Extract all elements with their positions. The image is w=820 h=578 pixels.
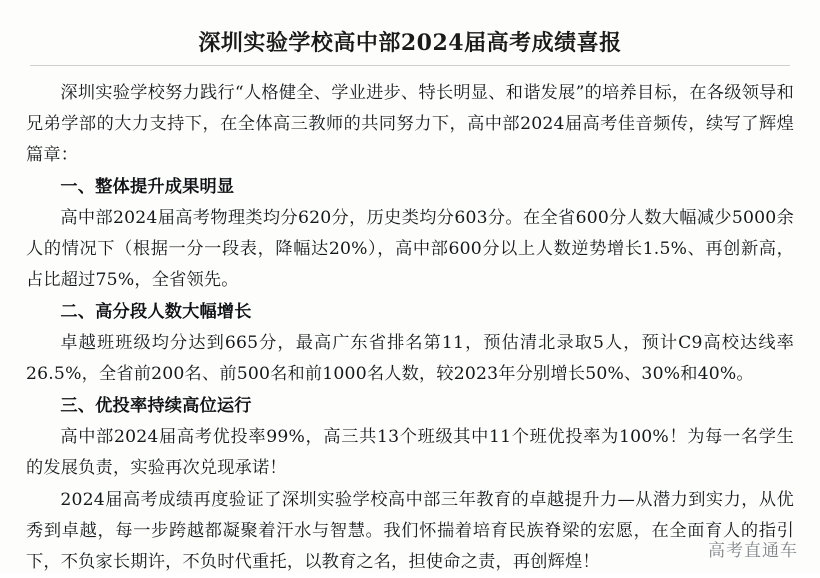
closing-paragraph: 2024届高考成绩再度验证了深圳实验学校高中部三年教育的卓越提升力—从潜力到实力，从优秀到卓越，每一步跨越都凝聚着汗水与智慧。我们怀揣着培育民族脊梁的宏愿，在全面育人的指引下，不负家长期许，不负时代重托，以教育之名，担使命之责，再创辉煌！	[26, 490, 794, 572]
section-heading-1: 一、整体提升成果明显	[60, 177, 235, 197]
intro-paragraph: 深圳实验学校努力践行“人格健全、学业进步、特长明显、和谐发展”的培养目标，在各级领导和兄弟学部的大力支持下，在全体高三教师的共同努力下，高中部2024届高考佳音频传，续写了辉煌篇章：	[26, 83, 794, 165]
title-divider	[30, 65, 790, 66]
page-title: 深圳实验学校高中部2024届高考成绩喜报	[198, 30, 622, 56]
section-body-3: 高中部2024届高考优投率99%，高三共13个班级其中11个班优投率为100%！为每一名学生的发展负责，实验再次兑现承诺！	[26, 427, 794, 478]
section-body-1: 高中部2024届高考物理类均分620分，历史类均分603分。在全省600分人数大幅减少5000余人的情况下（根据一分一段表，降幅达20%），高中部600分以上人数逆势增长1.5%、再创新高，占比超过75%，全省领先。	[26, 208, 794, 290]
document-body	[26, 78, 794, 578]
section-heading-3: 三、优投率持续高位运行	[60, 396, 252, 416]
section-heading-2: 二、高分段人数大幅增长	[60, 302, 252, 322]
watermark-label: 高考直通车	[708, 541, 798, 561]
section-body-2: 卓越班班级均分达到665分，最高广东省排名第11，预估清北录取5人，预计C9高校达线率26.5%，全省前200名、前500名和前1000名人数，较2023年分别增长50%、30%和40%。	[26, 333, 794, 384]
